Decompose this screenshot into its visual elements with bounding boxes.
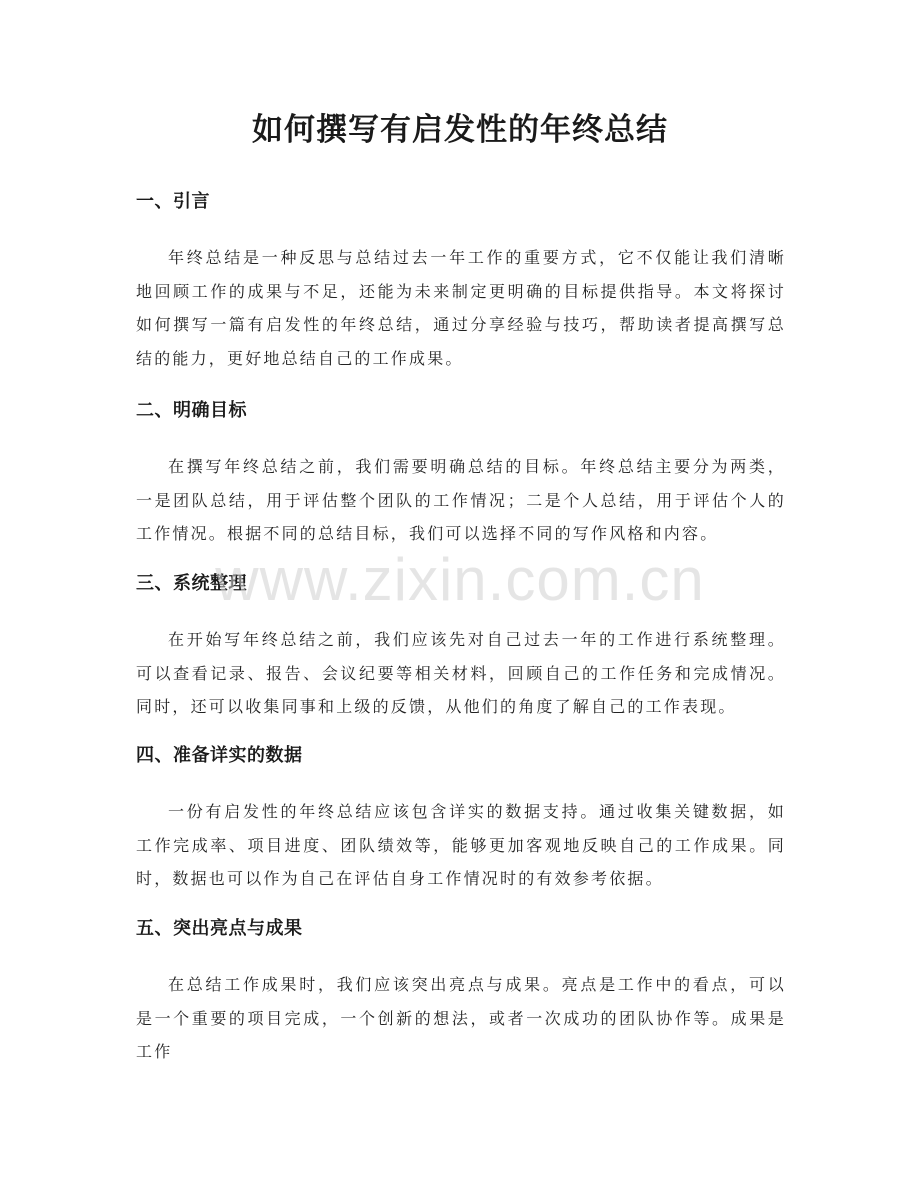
section-clear-goals [136,398,786,551]
section-heading: 四、准备详实的数据 [136,745,303,766]
section-paragraph: 在总结工作成果时，我们应该突出亮点与成果。亮点是工作中的看点，可以是一个重要的项目完成，一个创新的想法，或者一次成功的团队协作等。成果是工作 [136,975,786,1061]
section-paragraph: 在撰写年终总结之前，我们需要明确总结的目标。年终总结主要分为两类，一是团队总结，用于评估整个团队的工作情况；二是个人总结，用于评估个人的工作情况。根据不同的总结目标，我们可以选择不同的写作风格和内容。 [136,457,786,543]
section-systematic-organization [136,571,786,724]
section-detailed-data [136,743,786,896]
section-highlights [136,916,786,1069]
watermark-text: www.zixin.com.cn [215,546,705,613]
section-heading: 三、系统整理 [136,573,247,594]
document-title: 如何撰写有启发性的年终总结 [252,112,668,148]
section-introduction [136,189,786,375]
section-paragraph: 年终总结是一种反思与总结过去一年工作的重要方式，它不仅能让我们清晰地回顾工作的成果与不足，还能为未来制定更明确的目标提供指导。本文将探讨如何撰写一篇有启发性的年终总结，通过分享经验与技巧，帮助读者提高撰写总结的能力，更好地总结自己的工作成果。 [136,248,786,368]
section-paragraph: 一份有启发性的年终总结应该包含详实的数据支持。通过收集关键数据，如工作完成率、项目进度、团队绩效等，能够更加客观地反映自己的工作成果。同时，数据也可以作为自己在评估自身工作情况时的有效参考依据。 [136,802,786,888]
section-paragraph: 在开始写年终总结之前，我们应该先对自己过去一年的工作进行系统整理。可以查看记录、报告、会议纪要等相关材料，回顾自己的工作任务和完成情况。同时，还可以收集同事和上级的反馈，从他们的角度了解自己的工作表现。 [136,630,786,716]
section-heading: 五、突出亮点与成果 [136,918,303,939]
section-heading: 一、引言 [136,191,210,212]
section-heading: 二、明确目标 [136,400,247,421]
